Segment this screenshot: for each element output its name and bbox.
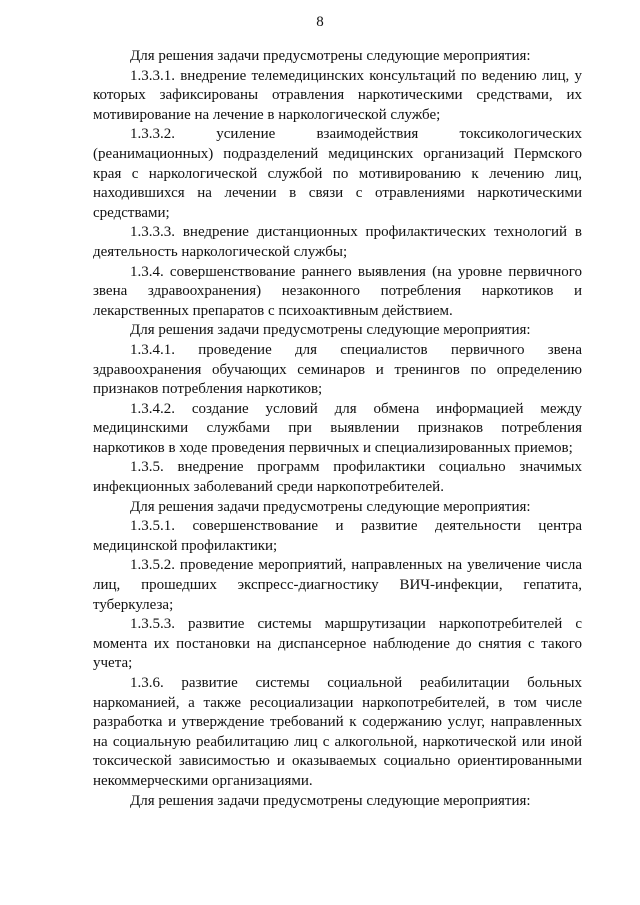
page-number: 8 xyxy=(316,14,324,30)
paragraph-item-1-3-3-2: 1.3.3.2. усиление взаимодействия токсикологических (реанимационных) подразделений медицинских организаций Пермского края с наркологической службой по мотивированию к лечению лиц, находившихся на лечении в связи с отравлениями наркотическими средствами; xyxy=(93,126,582,221)
paragraph-measures-intro: Для решения задачи предусмотрены следующие мероприятия: xyxy=(130,322,531,339)
paragraph-item-1-3-5-2: 1.3.5.2. проведение мероприятий, направленных на увеличение числа лиц, прошедших экспресс-диагностику ВИЧ-инфекции, гепатита, туберкулеза; xyxy=(93,557,582,613)
paragraph-item-1-3-6: 1.3.6. развитие системы социальной реабилитации больных наркоманией, а также ресоциализации наркопотребителей, в том числе разработка и утверждение требований к содержанию услуг, направленных на социальную реабилитацию лиц с алкогольной, наркотической или иной токсической зависимостью и оказываемых социально ориентированными некоммерческими организациями. xyxy=(93,675,582,789)
paragraph-item-1-3-3-1: 1.3.3.1. внедрение телемедицинских консультаций по ведению лиц, у которых зафиксированы отравления наркотическими средствами, их мотивирование на лечение в наркологической службе; xyxy=(93,67,582,123)
paragraph-item-1-3-5: 1.3.5. внедрение программ профилактики социально значимых инфекционных заболеваний среди наркопотребителей. xyxy=(93,459,582,496)
paragraph-measures-intro: Для решения задачи предусмотрены следующие мероприятия: xyxy=(130,498,531,515)
paragraph-item-1-3-4-2: 1.3.4.2. создание условий для обмена информацией между медицинскими службами при выявлении признаков потребления наркотиков в ходе проведения первичных и специализированных приемов; xyxy=(93,400,582,456)
paragraph-item-1-3-4: 1.3.4. совершенствование раннего выявления (на уровне первичного звена здравоохранения) незаконного потребления наркотиков и лекарственных препаратов с психоактивным действием. xyxy=(93,263,582,319)
paragraph-item-1-3-5-1: 1.3.5.1. совершенствование и развитие деятельности центра медицинской профилактики; xyxy=(93,518,582,554)
paragraph-measures-intro: Для решения задачи предусмотрены следующие мероприятия: xyxy=(130,48,531,64)
paragraph-item-1-3-4-1: 1.3.4.1. проведение для специалистов первичного звена здравоохранения обучающих семинаров и тренингов по определению признаков потребления наркотиков; xyxy=(93,341,582,398)
paragraph-measures-intro: Для решения задачи предусмотрены следующие мероприятия: xyxy=(130,792,531,809)
paragraph-item-1-3-5-3: 1.3.5.3. развитие системы маршрутизации наркопотребителей с момента их постановки на диспансерное наблюдение до снятия с такого учета; xyxy=(93,616,582,672)
paragraph-item-1-3-3-3: 1.3.3.3. внедрение дистанционных профилактических технологий в деятельность наркологической службы; xyxy=(93,224,582,260)
document-body xyxy=(93,47,582,811)
